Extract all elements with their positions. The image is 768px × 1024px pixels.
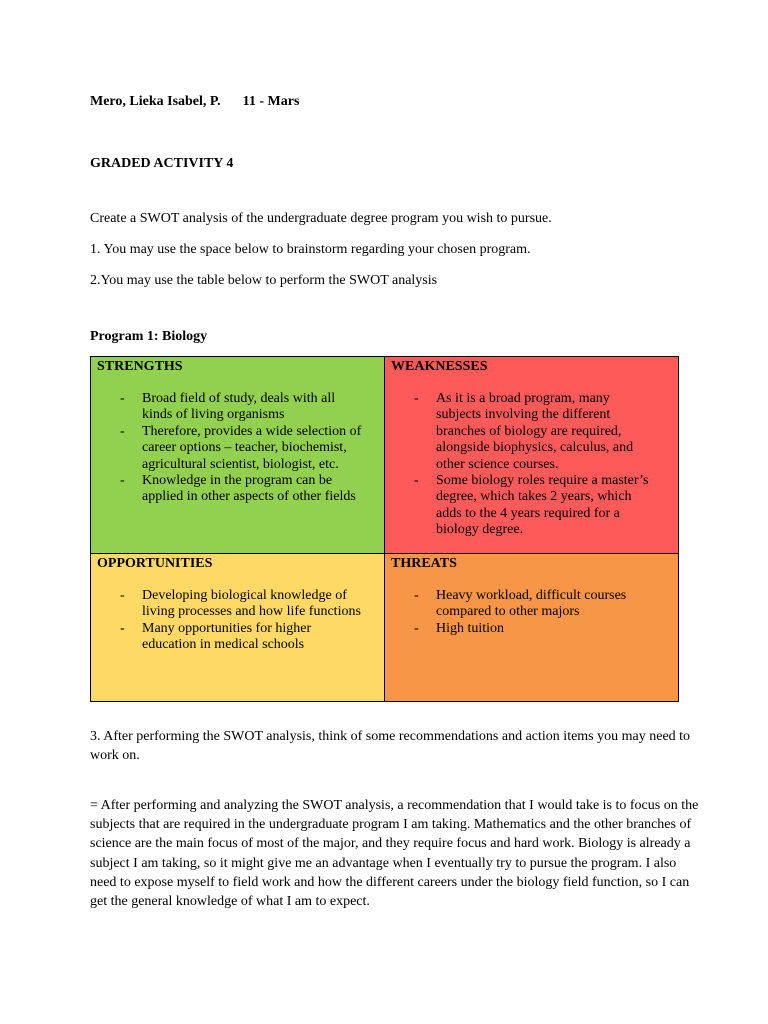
list-item-text: As it is a broad program, many subjects involving the different branches of biology are required, alongside biophysics, calculus, and other science courses. [436, 391, 634, 472]
bullet-dash: - [120, 423, 125, 439]
list-item [391, 473, 672, 539]
list-item-text: Knowledge in the program can be applied in other aspects of other fields [142, 473, 356, 505]
list-item [97, 424, 378, 473]
opportunities-cell [91, 554, 385, 701]
bullet-dash: - [414, 473, 419, 489]
section-name: 11 - Mars [242, 94, 300, 109]
program-heading: Program 1: Biology [90, 329, 208, 344]
activity-title: GRADED ACTIVITY 4 [90, 156, 234, 171]
list-item-text: Therefore, provides a wide selection of career options – teacher, biochemist, agricultural scientist, biologist, etc. [142, 423, 362, 472]
header-line [90, 93, 299, 111]
list-item-text: Developing biological knowledge of living processes and how life functions [142, 588, 361, 620]
list-item [97, 391, 378, 424]
opportunities-title: OPPORTUNITIES [97, 556, 213, 571]
strengths-cell [91, 357, 385, 554]
bullet-dash: - [120, 620, 125, 636]
weaknesses-title: WEAKNESSES [391, 359, 488, 374]
list-item [391, 588, 672, 621]
bullet-dash: - [414, 620, 419, 636]
weaknesses-cell [385, 357, 678, 554]
bullet-dash: - [414, 391, 419, 406]
list-item [97, 588, 378, 621]
swot-table [90, 356, 679, 702]
list-item-text: High tuition [436, 620, 505, 636]
bullet-dash: - [120, 391, 125, 406]
list-item [97, 621, 378, 654]
instruction-intro: Create a SWOT analysis of the undergraduate degree program you wish to pursue. [90, 211, 552, 226]
strengths-title: STRENGTHS [97, 359, 183, 374]
list-item [391, 621, 672, 637]
threats-list [391, 588, 672, 637]
bullet-dash: - [120, 588, 125, 603]
bullet-dash: - [414, 588, 419, 603]
threats-cell [385, 554, 678, 701]
list-item-text: Some biology roles require a master’s degree, which takes 2 years, which adds to the 4 years required for a biology degree. [436, 473, 649, 538]
list-item-text: Many opportunities for higher education in medical schools [142, 620, 312, 653]
bullet-dash: - [120, 473, 125, 489]
list-item-text: Heavy workload, difficult courses compared to other majors [436, 588, 627, 620]
list-item [97, 473, 378, 506]
answer-paragraph: = After performing and analyzing the SWOT analysis, a recommendation that I would take is to focus on the subjects that are required in the undergraduate program I am taking. Mathematics and the other branches of science are the main focus of most of the major, and they require focus and hard work. Biology is already a subject I am taking, so it might give me an advantage when I eventually try to pursue the program. I also need to expose myself to field work and how the different careers under the biology field function, so I can get the general knowledge of what I am to expect. [90, 798, 699, 910]
instruction-item-2: 2.You may use the table below to perform the SWOT analysis [90, 273, 438, 288]
question-3: 3. After performing the SWOT analysis, think of some recommendations and action items you may need to work on. [90, 729, 691, 764]
opportunities-list [97, 588, 378, 654]
instruction-item-1: 1. You may use the space below to brainstorm regarding your chosen program. [90, 242, 531, 257]
weaknesses-list [391, 391, 672, 539]
threats-title: THREATS [391, 556, 457, 571]
student-name: Mero, Lieka Isabel, P. [90, 94, 221, 109]
list-item-text: Broad field of study, deals with all kinds of living organisms [142, 391, 336, 423]
strengths-list [97, 391, 378, 506]
list-item [391, 391, 672, 473]
